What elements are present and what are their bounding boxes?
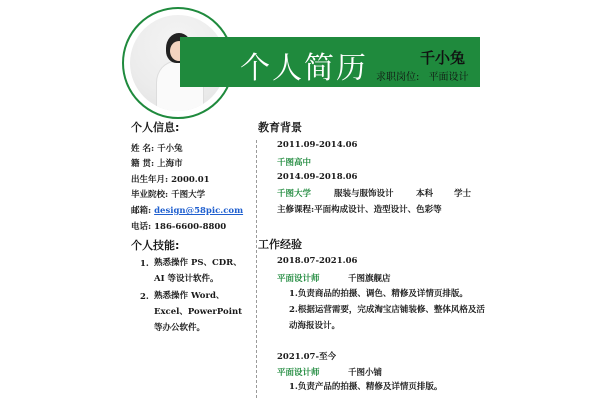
skill-number: 1.	[140, 259, 149, 269]
info-row	[131, 157, 183, 169]
duty-line: 动海报设计。	[289, 321, 341, 331]
education-heading: 教育背景	[258, 121, 302, 134]
skill-line: 等办公软件。	[154, 323, 206, 333]
skill-item	[154, 255, 242, 287]
job-label: 求职岗位:	[376, 72, 420, 83]
info-row	[131, 188, 205, 200]
work-date: 2021.07-至今	[277, 352, 336, 362]
skill-number: 2.	[140, 292, 149, 302]
edu-school: 千图大学	[277, 189, 312, 199]
work-heading: 工作经验	[258, 238, 302, 251]
duty-line: 1.负责商品的拍摄、调色、精修及详情页排版。	[289, 289, 468, 299]
column-divider	[256, 140, 257, 398]
edu-degree: 本科	[416, 189, 434, 199]
info-row	[131, 142, 183, 154]
info-label: 姓 名:	[131, 144, 155, 154]
info-row	[131, 220, 226, 232]
skill-line: AI 等设计软件。	[154, 274, 219, 284]
personal-info-heading: 个人信息:	[131, 121, 180, 134]
duty-line: 2.根据运营需要，完成淘宝店铺装修、整体风格及活	[289, 305, 485, 315]
skill-line: 熟悉操作 Word、	[154, 291, 225, 301]
skills-heading: 个人技能:	[131, 239, 180, 252]
work-company: 千图小铺	[348, 368, 383, 378]
email-link[interactable]: design@58pic.com	[154, 206, 244, 216]
job-target	[376, 68, 469, 83]
info-label: 毕业院校:	[131, 190, 169, 200]
page-title: 个人简历	[240, 51, 368, 86]
info-value: 2000.01	[171, 175, 210, 185]
work-duties	[289, 379, 442, 395]
job-value: 平面设计	[428, 72, 469, 83]
skill-item	[154, 288, 242, 336]
edu-school: 千图高中	[277, 158, 312, 168]
header-name: 千小兔	[420, 49, 466, 67]
skill-line: Excel、PowerPoint	[154, 307, 243, 317]
info-value: 上海市	[157, 159, 183, 169]
info-value: 186-6600-8800	[154, 222, 227, 232]
work-duties	[289, 286, 485, 334]
info-value: 千图大学	[171, 190, 206, 200]
info-label: 出生年月:	[131, 175, 169, 185]
info-label: 邮箱:	[131, 206, 152, 216]
edu-courses: 主修课程:平面构成设计、造型设计、色彩等	[277, 205, 442, 215]
info-label: 电话:	[131, 222, 152, 232]
work-date: 2018.07-2021.06	[277, 256, 358, 266]
info-row	[131, 204, 243, 216]
edu-date: 2014.09-2018.06	[277, 172, 358, 182]
work-position: 平面设计师	[277, 274, 320, 284]
work-position: 平面设计师	[277, 368, 320, 378]
info-value: 千小兔	[157, 144, 183, 154]
edu-title: 学士	[454, 189, 472, 199]
info-row	[131, 173, 210, 185]
edu-date: 2011.09-2014.06	[277, 140, 358, 150]
duty-line: 1.负责产品的拍摄、精修及详情页排版。	[289, 382, 443, 392]
info-label: 籍 贯:	[131, 159, 155, 169]
skill-line: 熟悉操作 PS、CDR、	[154, 258, 242, 268]
work-company: 千图旗舰店	[348, 274, 391, 284]
edu-major: 服装与服饰设计	[334, 189, 394, 199]
